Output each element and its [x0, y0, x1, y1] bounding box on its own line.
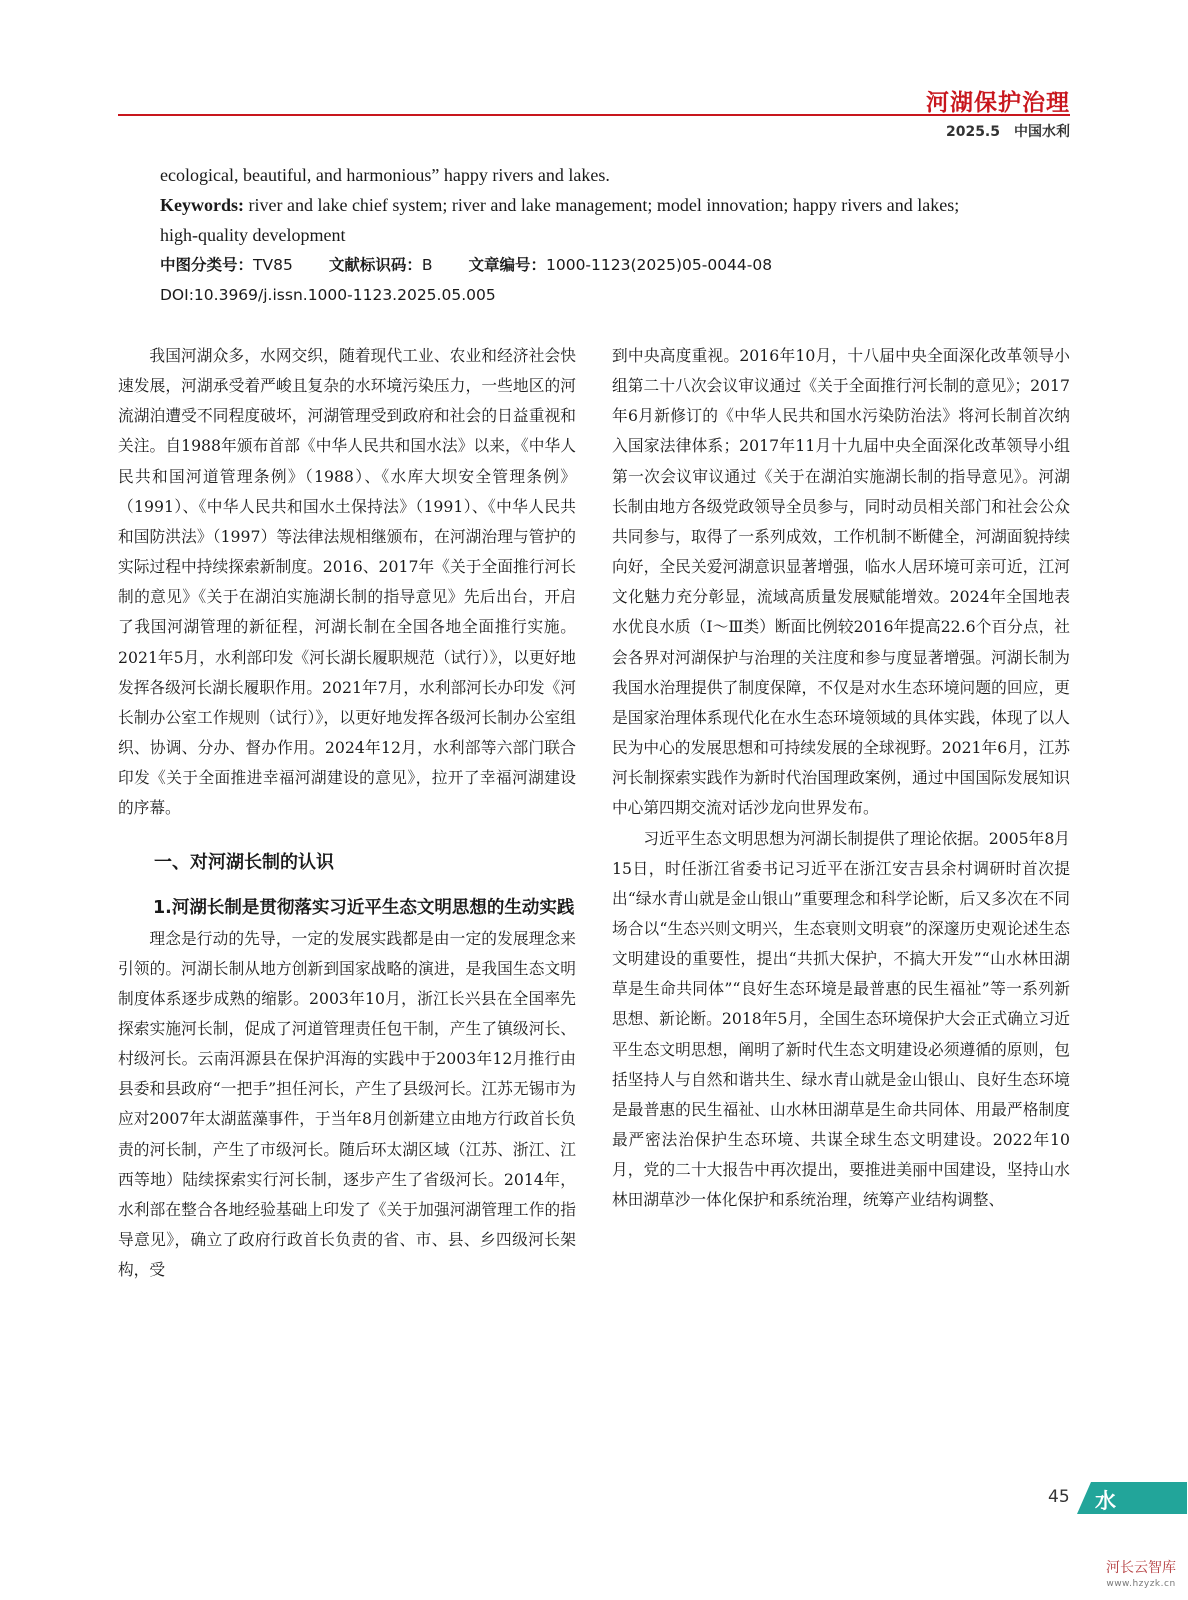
doc-code-value: B: [421, 256, 433, 274]
abstract-tail: [160, 160, 1040, 310]
keywords-label: Keywords:: [160, 195, 244, 215]
intro-paragraph: 我国河湖众多，水网交织，随着现代工业、农业和经济社会快速发展，河湖承受着严峻且复杂的水环境污染压力，一些地区的河流湖泊遭受不同程度破坏，河湖管理受到政府和社会的日益重视和关注。自1988年颁布首部《中华人民共和国水法》以来，《中华人民共和国河道管理条例》（1988）、《水库大坝安全管理条例》（1991）、《中华人民共和国水土保持法》（1991）、《中华人民共和国防洪法》（1997）等法律法规相继颁布，在河湖治理与管护的实际过程中持续探索新制度。2016、2017年《关于全面推行河长制的意见》《关于在湖泊实施湖长制的指导意见》先后出台，开启了我国河湖管理的新征程，河湖长制在全国各地全面推行实施。2021年5月，水利部印发《河长湖长履职规范（试行）》，以更好地发挥各级河长湖长履职作用。2021年7月，水利部河长办印发《河长制办公室工作规则（试行）》，以更好地发挥各级河长制办公室组织、协调、分办、督办作用。2024年12月，水利部等六部门联合印发《关于全面推进幸福河湖建设的意见》，拉开了幸福河湖建设的序幕。: [118, 346, 576, 818]
right-column: [612, 341, 1070, 1216]
issue-info: [946, 121, 1070, 141]
section-heading: 一、对河湖长制的认识: [154, 851, 334, 873]
watermark: [1106, 1560, 1176, 1592]
keywords-line-2: high-quality development: [160, 225, 346, 245]
body-paragraph: 理念是行动的先导，一定的发展实践都是由一定的发展理念来引领的。河湖长制从地方创新到国家战略的演进，是我国生态文明制度体系逐步成熟的缩影。2003年10月，浙江长兴县在全国率先探索实施河长制，促成了河道管理责任包干制，产生了镇级河长、村级河长。云南洱源县在保护洱海的实践中于2003年12月推行由县委和县政府“一把手”担任河长，产生了县级河长。江苏无锡市为应对2007年太湖蓝藻事件，于当年8月创新建立由地方行政首长负责的河长制，产生了市级河长。随后环太湖区域（江苏、浙江、江西等地）陆续探索实行河长制，逐步产生了省级河长。2014年，水利部在整合各地经验基础上印发了《关于加强河湖管理工作的指导意见》，确立了政府行政首长负责的省、市、县、乡四级河长架构，受: [118, 928, 576, 1280]
section-tab-label: 水: [1095, 1489, 1116, 1513]
abstract-line: ecological, beautiful, and harmonious” happy rivers and lakes.: [160, 165, 610, 185]
issue-number: 2025.5: [945, 124, 1000, 140]
keywords-text: river and lake chief system; river and lake management; model innovation; happy rivers and lakes;: [244, 195, 960, 215]
section-title: 河湖保护治理: [926, 90, 1070, 116]
journal-name: 中国水利: [1014, 124, 1070, 140]
doc-code-label: 文献标识码：: [328, 256, 422, 274]
continued-paragraph: 到中央高度重视。2016年10月，十八届中央全面深化改革领导小组第二十八次会议审议通过《关于全面推行河长制的意见》；2017年6月新修订的《中华人民共和国水污染防治法》将河长制首次纳入国家法律体系；2017年11月十九届中央全面深化改革领导小组第一次会议审议通过《关于在湖泊实施湖长制的指导意见》。河湖长制由地方各级党政领导全员参与，同时动员相关部门和社会公众共同参与，取得了一系列成效，工作机制不断健全，河湖面貌持续向好，全民关爱河湖意识显著增强，临水人居环境可亲可近，江河文化魅力充分彰显，流域高质量发展赋能增效。2024年全国地表水优良水质（Ⅰ～Ⅲ类）断面比例较2016年提高22.6个百分点，社会各界对河湖保护与治理的关注度和参与度显著增强。河湖长制为我国水治理提供了制度保障，不仅是对水生态环境问题的回应，更是国家治理体系现代化在水生态环境领域的具体实践，体现了以人民为中心的发展思想和可持续发展的全球视野。2021年6月，江苏河长制探索实践作为新时代治国理政案例，通过中国国际发展知识中心第四期交流对话沙龙向世界发布。: [612, 346, 1070, 818]
article-no-value: 1000-1123(2025)05-0044-08: [545, 256, 773, 274]
keywords-line: [160, 190, 1040, 220]
subsection-heading: 1.河湖长制是贯彻落实习近平生态文明思想的生动实践: [153, 897, 575, 918]
doi: DOI:10.3969/j.issn.1000-1123.2025.05.005: [160, 286, 496, 304]
watermark-name: 河长云智库: [1106, 1560, 1176, 1576]
header-rule: [118, 114, 1070, 116]
classification-line: [160, 250, 1040, 280]
clc-value: TV85: [253, 256, 293, 274]
watermark-url: www.hzyzk.cn: [1106, 1579, 1176, 1589]
section-tab: [1077, 1482, 1187, 1514]
left-column: [118, 341, 576, 1285]
page-number: 45: [1048, 1487, 1070, 1507]
article-no-label: 文章编号：: [468, 256, 546, 274]
body-paragraph: 习近平生态文明思想为河湖长制提供了理论依据。2005年8月15日，时任浙江省委书记习近平在浙江安吉县余村调研时首次提出“绿水青山就是金山银山”重要理念和科学论断，后又多次在不同场合以“生态兴则文明兴，生态衰则文明衰”的深邃历史观论述生态文明建设的重要性，提出“共抓大保护，不搞大开发”“山水林田湖草是生命共同体”“良好生态环境是最普惠的民生福祉”等一系列新思想、新论断。2018年5月，全国生态环境保护大会正式确立习近平生态文明思想，阐明了新时代生态文明建设必须遵循的原则，包括坚持人与自然和谐共生、绿水青山就是金山银山、良好生态环境是最普惠的民生福祉、山水林田湖草是生命共同体、用最严格制度最严密法治保护生态环境、共谋全球生态文明建设。2022年10月，党的二十大报告中再次提出，要推进美丽中国建设，坚持山水林田湖草沙一体化保护和系统治理，统筹产业结构调整、: [612, 828, 1070, 1210]
clc-label: 中图分类号：: [160, 256, 254, 274]
